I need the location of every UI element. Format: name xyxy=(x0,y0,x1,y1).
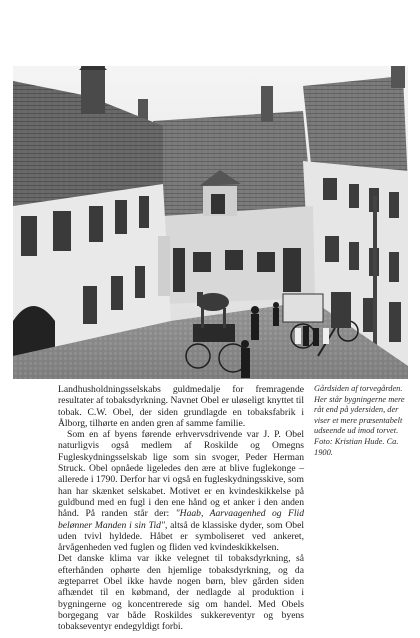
photo-caption: Gårdsiden af torvegården. Her står bygningerne mere råt end på ydersiden, der viser et mere præsentabelt udseende ud imod torvet. Foto: Kristian Hude. Ca. 1900. xyxy=(314,384,405,457)
paragraph-1: Landhusholdningsselskabs guldmedalje for fremragende resultater af tobaksdyrkning. Navnet Obel er uløseligt knyttet til tobak. C.W. Obel, der siden grundlagde en tobaksfabrik i Ålborg, tilhørte en anden gren af samme familie. xyxy=(58,384,304,429)
courtyard-photo xyxy=(13,66,408,379)
paragraph-2-quote: "Haab, Aarvaagenhed og Flid belønner Manden i sin Tid" xyxy=(58,508,304,531)
paragraph-3: Det danske klima var ikke velegnet til tobaksdyrkning, så efterhånden ophørte den hjemlige tobaksdyrkning, og da ægteparret Obel ikke havde nogen børn, blev gården siden afhændet til en købmand, der nedlagde al produktion i bygningerne og koncentrerede sig om handel. Med Obels borgegang var både Roskildes sukkereventyr og byens tobakseventyr endegyldigt forbi. xyxy=(58,553,304,633)
paragraph-2-text: Som en af byens førende erhvervsdrivende var J. P. Obel naturligvis også medlem af Roskilde og Omegns Fugleskydningsselskab lige som sin svoger, Peder Herman Struck. Obel opnåede ligeledes den ære at blive fuglekonge – allerede i 1790. Derfor har vi også en fugleskydningsskive, som han har skænket selskabet. Motivet er en kvindeskikkelse på guldbund med en fugl i den ene hånd og et anker i den anden hånd. På randen står der: xyxy=(58,429,304,520)
body-text xyxy=(58,384,304,633)
paragraph-2 xyxy=(58,429,304,553)
paragraph-2-end: , altså de klassiske dyder, som Obel uden tvivl hyldede. Håbet er symboliseret ved ankeret, årvågenheden ved fuglen og fliden ved kvindeskikkelsen. xyxy=(58,519,304,554)
